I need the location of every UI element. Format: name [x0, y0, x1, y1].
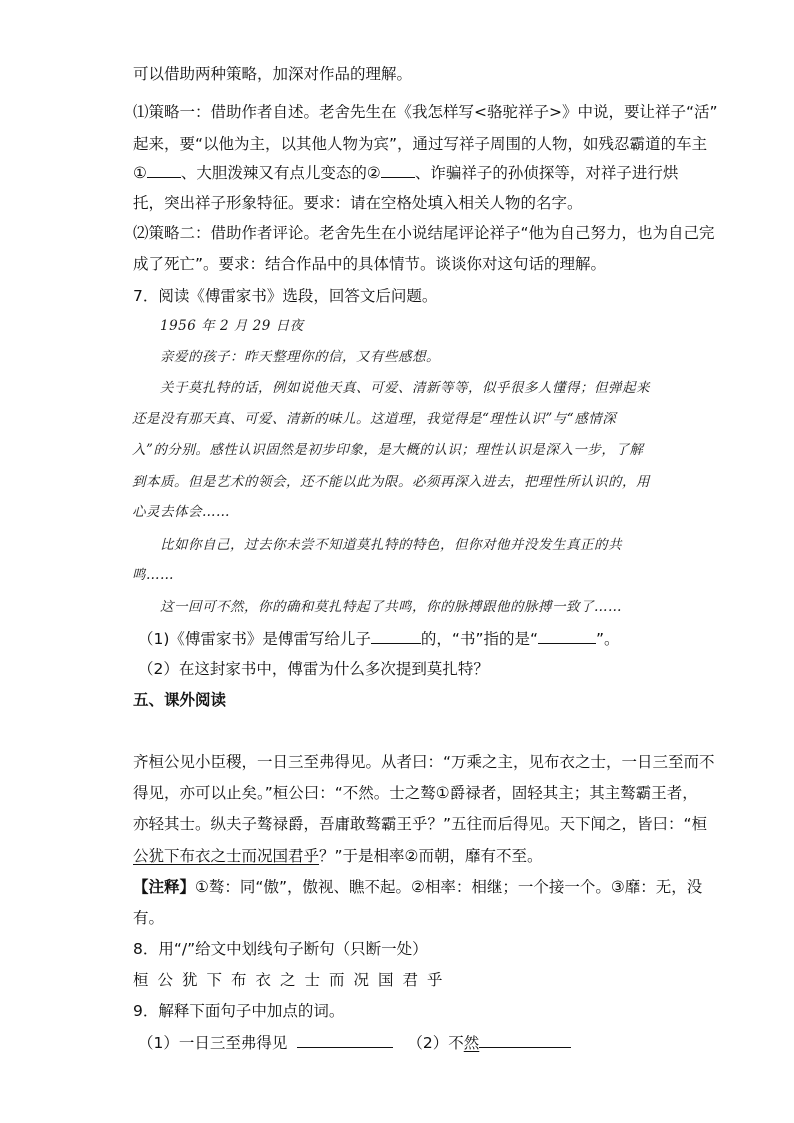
letter-line: 心灵去体会…… — [132, 504, 230, 520]
letter-line: 到本质。但是艺术的领会，还不能以此为限。必须再深入进去，把理性所认识的，用 — [132, 474, 650, 490]
answer-blank-son[interactable] — [371, 629, 421, 644]
question7-sub1: （1)《傅雷家书》是傅雷写给儿子 的，“书”指的是“ ”。 — [138, 630, 620, 648]
strategy1-line2: 起来，要“以他为主，以其他人物为宾”，通过写祥子周围的人物，如残忍霸道的车主 — [133, 135, 708, 153]
intro-line: 可以借助两种策略，加深对作品的理解。 — [133, 65, 413, 83]
passage-line3: 亦轻其士。纵夫子骜禄爵，吾庸敢骜霸王乎？”五往而后得见。天下闻之，皆曰：“桓 — [133, 815, 708, 833]
answer-blank-2[interactable] — [381, 163, 415, 178]
letter-line: 比如你自己，过去你未尝不知道莫扎特的特色，但你对他并没发生真正的共 — [160, 537, 622, 553]
question7-sub2: （2）在这封家书中，傅雷为什么多次提到莫扎特？ — [138, 660, 489, 678]
strategy2-line1: ⑵策略二：借助作者评论。老舍先生在小说结尾评论祥子“他为自己努力，也为自己完 — [133, 224, 715, 242]
question9-title: 9．解释下面句子中加点的词。 — [133, 1002, 345, 1020]
letter-line: 鸣…… — [132, 567, 174, 583]
answer-blank-book[interactable] — [538, 629, 596, 644]
passage-line2: 得见，亦可以止矣。”桓公曰：“不然。士之骜①爵禄者，固轻其主；其主骜霸王者， — [133, 784, 698, 802]
notes-line1: 【注释】①骜：同“傲”，傲视、瞧不起。②相率：相继；一个接一个。③靡：无，没 — [133, 878, 703, 896]
section-heading: 五、课外阅读 — [133, 691, 227, 709]
letter-date: 1956 年 2 月 29 日夜 — [160, 318, 304, 334]
strategy1-line1: ⑴策略一：借助作者自述。老舍先生在《我怎样写<骆驼祥子>》中说，要让祥子“活” — [133, 103, 718, 121]
passage-line1: 齐桓公见小臣稷，一日三至弗得见。从者曰：“万乘之主，见布衣之士，一日三至而不 — [133, 753, 715, 771]
letter-line: 入”的分别。感性认识固然是初步印象，是大概的认识；理性认识是深入一步，了解 — [132, 442, 644, 458]
question9-items: （1）一日三至弗得见 （2）不然 — [138, 1033, 571, 1053]
question7-title: 7．阅读《傅雷家书》选段，回答文后问题。 — [133, 287, 438, 305]
notes-label: 【注释】 — [133, 878, 196, 896]
strategy1-line4: 托，突出祥子形象特征。要求：请在空格处填入相关人物的名字。 — [133, 194, 583, 212]
notes-line2: 有。 — [133, 909, 165, 927]
letter-greeting: 亲爱的孩子：昨天整理你的信，又有些感想。 — [160, 349, 440, 365]
question8-sentence: 桓公犹下布衣之士而况国君乎 — [133, 971, 452, 989]
letter-line: 这一回可不然，你的确和莫扎特起了共鸣，你的脉搏跟他的脉搏一致了…… — [160, 599, 622, 615]
strategy2-line2: 成了死亡”。要求：结合作品中的具体情节。谈谈你对这句话的理解。 — [133, 255, 607, 273]
question8-title: 8．用“/”给文中划线句子断句（只断一处） — [133, 940, 428, 958]
underlined-sentence: 公犹下布衣之士而况国君乎 — [133, 847, 320, 865]
letter-line: 关于莫扎特的话，例如说他天真、可爱、清新等等，似乎很多人懂得；但弹起来 — [160, 380, 650, 396]
answer-blank-q9-2[interactable] — [479, 1033, 571, 1048]
answer-blank-q9-1[interactable] — [297, 1033, 393, 1048]
strategy1-line3: ① 、大胆泼辣又有点儿变态的② 、诈骗祥子的孙侦探等，对祥子进行烘 — [133, 164, 679, 182]
answer-blank-1[interactable] — [147, 163, 181, 178]
letter-line: 还是没有那天真、可爱、清新的味儿。这道理，我觉得是“理性认识”与“感情深 — [132, 411, 617, 427]
passage-line4: 公犹下布衣之士而况国君乎？”于是相率②而朝，靡有不至。 — [133, 847, 543, 865]
